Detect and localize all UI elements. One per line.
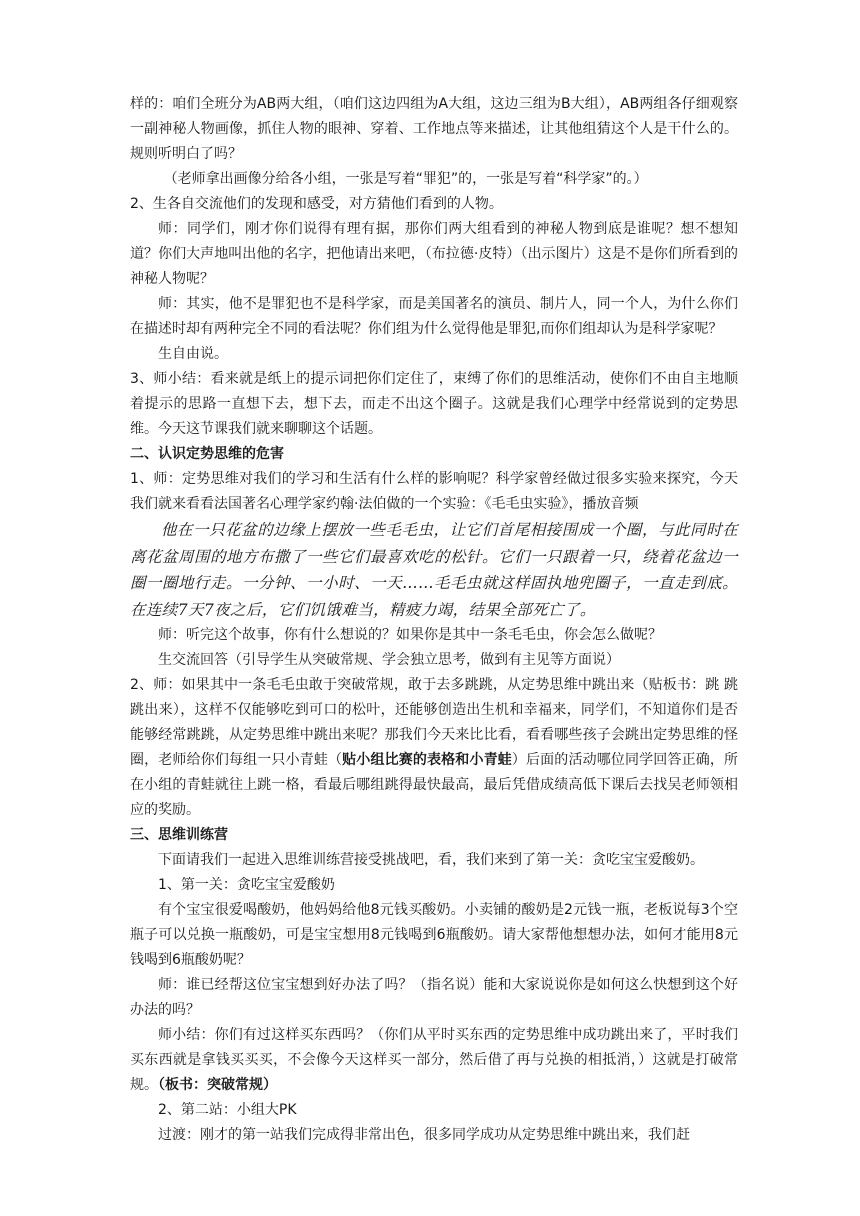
paragraph-teacher-summary bbox=[130, 1023, 738, 1098]
paragraph-students-answer: 生交流回答（引导学生从突破常规、学会独立思考，做到有主见等方面说） bbox=[158, 652, 620, 668]
bold-board-note: （板书：突破常规） bbox=[158, 1077, 277, 1093]
paragraph-teacher-explain: 师：其实，他不是罪犯也不是科学家，而是美国著名的演员、制片人，同一个人，为什么你们在描述时却有两种完全不同的看法呢？你们组为什么觉得他是罪犯,而你们组却认为是科学家呢？ bbox=[130, 296, 738, 337]
text-segment: ）后面的活动哪位同学回答正确，所在小组的青蛙就往上跳一格，看最后哪组跳得最快最高，最后凭借成绩高低下课后去找吴老师领相应的奖励。 bbox=[130, 752, 739, 818]
document-page bbox=[130, 92, 738, 1148]
paragraph-training-intro: 下面请我们一起进入思维训练营接受挑战吧，看，我们来到了第一关：贪吃宝宝爱酸奶。 bbox=[158, 852, 704, 868]
paragraph-caterpillar-story: 他在一只花盆的边缘上摆放一些毛毛虫，让它们首尾相接围成一个圈，与此同时在离花盆周围的地方布撒了一些它们最喜欢吃的松针。它们一只跟着一只，绕着花盆边一圈一圈地行走。一分钟、一小时、一天……毛毛虫就这样固执地兜圈子，一直走到底。在连续7天7夜之后，它们饥饿难当，精疲力竭，结果全部死亡了。 bbox=[130, 521, 738, 619]
paragraph-teacher-question: 师：听完这个故事，你有什么想说的？如果你是其中一条毛毛虫，你会怎么做呢？ bbox=[158, 627, 662, 643]
bold-instruction: 贴小组比赛的表格和小青蛙 bbox=[342, 752, 512, 768]
paragraph-summary: 3、师小结：看来就是纸上的提示词把你们定住了，束缚了你们的思维活动，使你们不由自主地顺着提示的思路一直想下去，想下去，而走不出这个圈子。这就是我们心理学中经常说到的定势思维。今天这节课我们就来聊聊这个话题。 bbox=[130, 371, 738, 437]
paragraph-level-2-title: 2、第二站：小组大PK bbox=[158, 1102, 297, 1118]
paragraph-rules: 样的：咱们全班分为AB两大组，（咱们这边四组为A大组，这边三组为B大组），AB两组各仔细观察一副神秘人物画像，抓住人物的眼神、穿着、工作地点等来描述，让其他组猜这个人是干什么的。规则听明白了吗？ bbox=[130, 96, 738, 162]
paragraph-level-1-title: 1、第一关：贪吃宝宝爱酸奶 bbox=[158, 877, 335, 893]
paragraph-teacher-reveal: 师：同学们，刚才你们说得有理有据，那你们两大组看到的神秘人物到底是谁呢？想不想知道？你们大声地叫出他的名字，把他请出来吧，（布拉德·皮特）（出示图片）这是不是你们所看到的神秘人物呢？ bbox=[130, 221, 738, 287]
section-heading-3: 三、思维训练营 bbox=[130, 827, 228, 843]
paragraph-yogurt-problem: 有个宝宝很爱喝酸奶，他妈妈给他8元钱买酸奶。小卖铺的酸奶是2元钱一瓶，老板说每3个空瓶子可以兑换一瓶酸奶，可是宝宝想用8元钱喝到6瓶酸奶。请大家帮他想想办法，如何才能用8元钱喝到6瓶酸奶呢？ bbox=[130, 902, 738, 968]
paragraph-transition: 过渡：刚才的第一站我们完成得非常出色，很多同学成功从定势思维中跳出来，我们赶 bbox=[158, 1127, 690, 1143]
paragraph-teacher-action: （老师拿出画像分给各小组，一张是写着“罪犯”的，一张是写着“科学家”的。） bbox=[163, 171, 648, 187]
paragraph-jump-out bbox=[130, 673, 738, 823]
text-segment: 师小结：你们有过这样买东西吗？（你们从平时买东西的定势思维中成功跳出来了，平时我们买东西就是拿钱买买买，不会像今天这样买一部分，然后借了再与兑换的相抵消，）这就是打破常规。 bbox=[130, 1027, 738, 1093]
paragraph-step-2: 2、生各自交流他们的发现和感受，对方猜他们看到的人物。 bbox=[130, 196, 503, 212]
paragraph-students-discuss: 生自由说。 bbox=[158, 346, 228, 362]
paragraph-experiment-intro: 1、师：定势思维对我们的学习和生活有什么样的影响呢？科学家曾经做过很多实验来探究，今天我们就来看看法国著名心理学家约翰·法伯做的一个实验：《毛毛虫实验》，播放音频 bbox=[130, 471, 738, 512]
section-heading-2: 二、认识定势思维的危害 bbox=[130, 446, 284, 462]
paragraph-teacher-ask: 师：谁已经帮这位宝宝想到好办法了吗？（指名说）能和大家说说你是如何这么快想到这个好办法的吗？ bbox=[130, 977, 738, 1018]
text-segment: 2、师：如果其中一条毛毛虫敢于突破常规，敢于去多跳跳，从定势思维中跳出来（贴板书：跳 跳 跳出来），这样不仅能够吃到可口的松叶，还能够创造出生机和幸福来，同学们，不知道你们是否能够经常跳跳，从定势思维中跳出来呢？那我们今天来比比看，看看哪些孩子会跳出定势思维的怪圈，老师给你们每组一只小青蛙（ bbox=[130, 677, 738, 768]
